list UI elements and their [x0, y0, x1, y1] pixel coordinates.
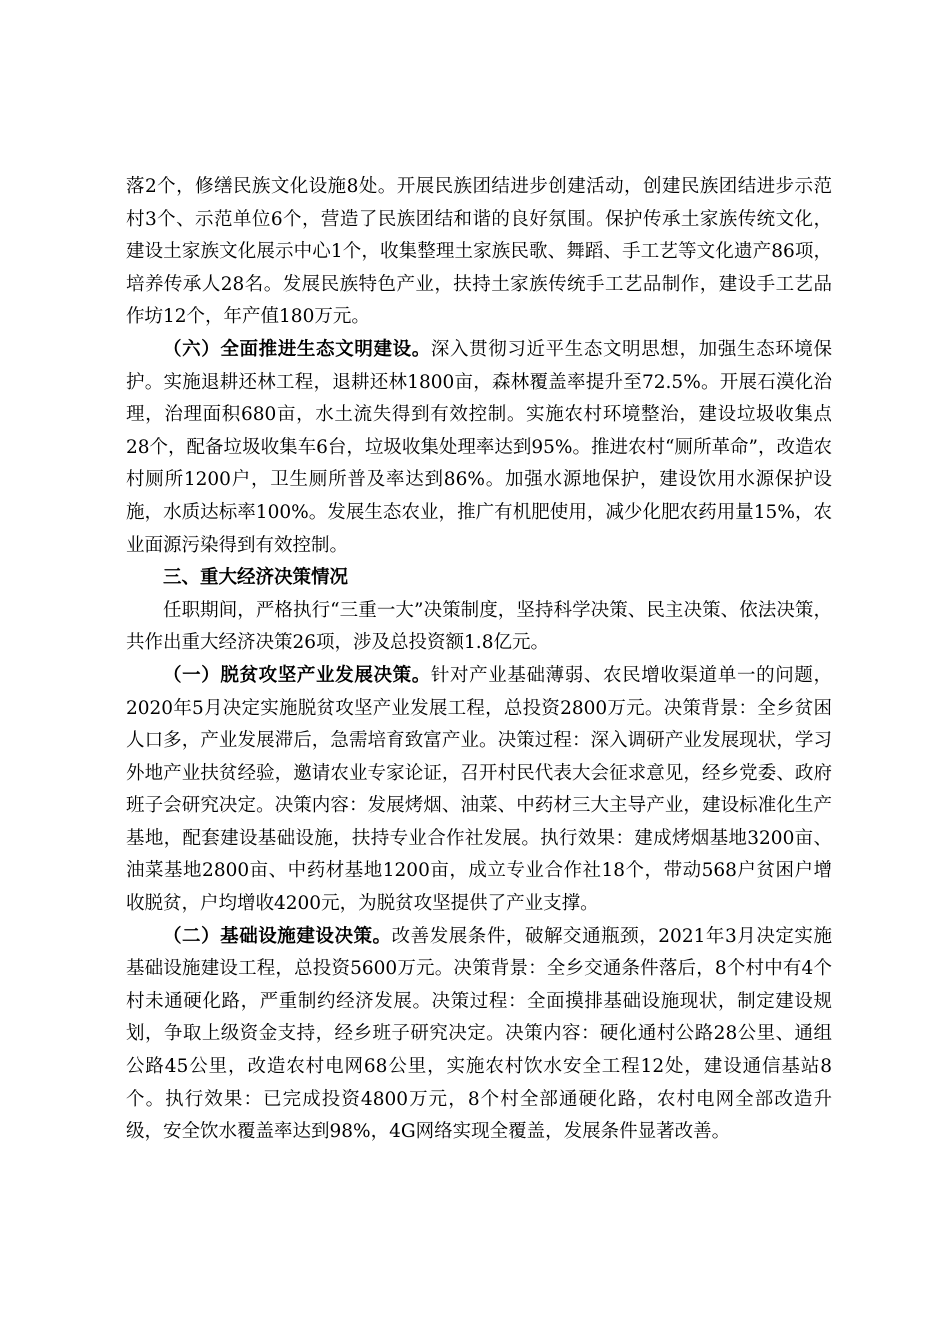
- section-heading-major-economic-decisions: 三、重大经济决策情况: [163, 567, 349, 589]
- paragraph-poverty-industry-decision: [126, 660, 832, 921]
- paragraph-infrastructure-decision: [126, 921, 832, 1149]
- section-lead-title: （六）全面推进生态文明建设。: [163, 338, 431, 360]
- paragraph-ecological-civilization: [126, 334, 832, 562]
- paragraph-text: 任职期间，严格执行“三重一大”决策制度，坚持科学决策、民主决策、依法决策，共作出重大经济决策26项，涉及总投资额1.8亿元。: [126, 599, 832, 654]
- paragraph-text: 深入贯彻习近平生态文明思想，加强生态环境保护。实施退耕还林工程，退耕还林1800亩，森林覆盖率提升至72.5%。开展石漠化治理，治理面积680亩，水土流失得到有效控制。实施农村环境整治，建设垃圾收集点28个，配备垃圾收集车6台，垃圾收集处理率达到95%。推进农村“厕所革命”，改造农村厕所1200户，卫生厕所普及率达到86%。加强水源地保护，建设饮用水源保护设施，水质达标率100%。发展生态农业，推广有机肥使用，减少化肥农药用量15%，农业面源污染得到有效控制。: [126, 338, 832, 556]
- paragraph-text: 改善发展条件，破解交通瓶颈，2021年3月决定实施基础设施建设工程，总投资5600万元。决策背景：全乡交通条件落后，8个村中有4个村未通硬化路，严重制约经济发展。决策过程：全面摸排基础设施现状，制定建设规划，争取上级资金支持，经乡班子研究决定。决策内容：硬化通村公路28公里、通组公路45公里，改造农村电网68公里，实施农村饮水安全工程12处，建设通信基站8个。执行效果：已完成投资4800万元，8个村全部通硬化路，农村电网全部改造升级，安全饮水覆盖率达到98%，4G网络实现全覆盖，发展条件显著改善。: [126, 925, 832, 1143]
- paragraph-ethnic-culture-continued: [126, 171, 832, 334]
- paragraph-text: 落2个，修缮民族文化设施8处。开展民族团结进步创建活动，创建民族团结进步示范村3个、示范单位6个，营造了民族团结和谐的良好氛围。保护传承土家族传统文化，建设土家族文化展示中心1个，收集整理土家族民歌、舞蹈、手工艺等文化遗产86项，培养传承人28名。发展民族特色产业，扶持土家族传统手工艺品制作，建设手工艺品作坊12个，年产值180万元。: [126, 176, 832, 328]
- document-body: [126, 171, 832, 1149]
- section-lead-title: （一）脱贫攻坚产业发展决策。: [163, 664, 431, 686]
- paragraph-decision-overview: [126, 595, 832, 660]
- paragraph-text: 针对产业基础薄弱、农民增收渠道单一的问题，2020年5月决定实施脱贫攻坚产业发展工程，总投资2800万元。决策背景：全乡贫困人口多，产业发展滞后，急需培育致富产业。决策过程：深入调研产业发展现状，学习外地产业扶贫经验，邀请农业专家论证，召开村民代表大会征求意见，经乡党委、政府班子会研究决定。决策内容：发展烤烟、油菜、中药材三大主导产业，建设标准化生产基地，配套建设基础设施，扶持专业合作社发展。执行效果：建成烤烟基地3200亩、油菜基地2800亩、中药材基地1200亩，成立专业合作社18个，带动568户贫困户增收脱贫，户均增收4200元，为脱贫攻坚提供了产业支撑。: [126, 664, 832, 915]
- section-lead-title: （二）基础设施建设决策。: [163, 925, 392, 947]
